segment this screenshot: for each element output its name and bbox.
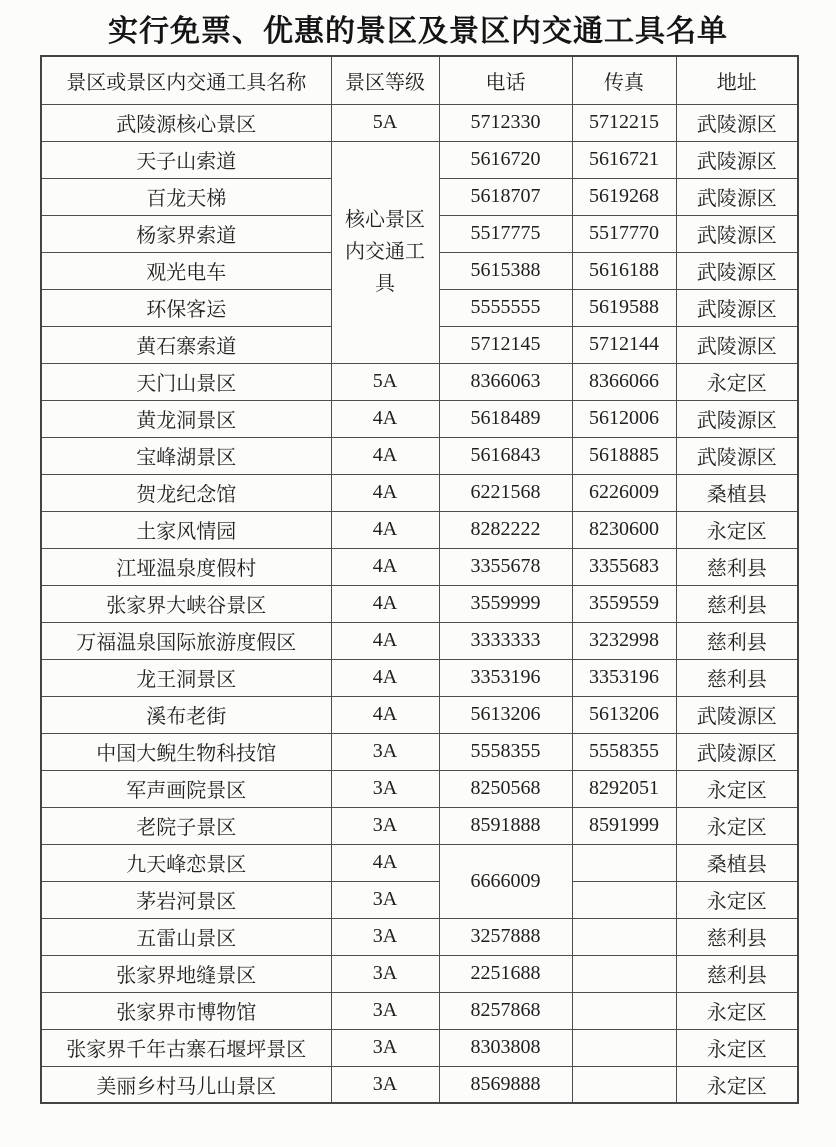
table-cell: 武陵源核心景区	[41, 104, 331, 141]
table-cell: 慈利县	[676, 585, 798, 622]
table-cell: 5619268	[572, 178, 676, 215]
table-cell: 6666009	[439, 844, 572, 918]
table-cell: 桑植县	[676, 844, 798, 881]
table-cell: 4A	[331, 622, 439, 659]
table-cell: 5618707	[439, 178, 572, 215]
scenic-area-table	[40, 55, 799, 1104]
table-cell: 3A	[331, 918, 439, 955]
table-body	[41, 104, 798, 1103]
table-cell: 张家界市博物馆	[41, 992, 331, 1029]
table-cell: 3559559	[572, 585, 676, 622]
table-row	[41, 1029, 798, 1066]
table-cell: 黄石寨索道	[41, 326, 331, 363]
table-cell: 3A	[331, 992, 439, 1029]
table-cell: 慈利县	[676, 918, 798, 955]
table-cell	[572, 881, 676, 918]
table-cell: 3A	[331, 1066, 439, 1103]
table-cell	[572, 955, 676, 992]
table-cell: 5712144	[572, 326, 676, 363]
table-cell: 3A	[331, 955, 439, 992]
column-header-fax: 传真	[572, 56, 676, 104]
table-cell: 永定区	[676, 992, 798, 1029]
table-row	[41, 400, 798, 437]
table-cell: 5712215	[572, 104, 676, 141]
table-cell: 武陵源区	[676, 178, 798, 215]
table-row	[41, 955, 798, 992]
table-cell: 3A	[331, 770, 439, 807]
table-cell: 4A	[331, 511, 439, 548]
table-cell: 宝峰湖景区	[41, 437, 331, 474]
table-cell: 2251688	[439, 955, 572, 992]
table-cell: 慈利县	[676, 659, 798, 696]
table-cell: 杨家界索道	[41, 215, 331, 252]
table-cell: 茅岩河景区	[41, 881, 331, 918]
table-cell: 张家界大峡谷景区	[41, 585, 331, 622]
table-cell: 8591888	[439, 807, 572, 844]
table-cell: 6221568	[439, 474, 572, 511]
table-row	[41, 992, 798, 1029]
table-cell: 8591999	[572, 807, 676, 844]
table-cell: 5618489	[439, 400, 572, 437]
table-cell: 永定区	[676, 770, 798, 807]
table-row	[41, 844, 798, 881]
table-row	[41, 548, 798, 585]
table-cell: 武陵源区	[676, 289, 798, 326]
table-cell: 3355678	[439, 548, 572, 585]
table-cell: 武陵源区	[676, 437, 798, 474]
table-cell: 5712145	[439, 326, 572, 363]
table-cell: 军声画院景区	[41, 770, 331, 807]
table-cell	[572, 918, 676, 955]
table-cell: 8366063	[439, 363, 572, 400]
document-page	[0, 6, 836, 1104]
table-cell: 5619588	[572, 289, 676, 326]
table-cell: 张家界千年古寨石堰坪景区	[41, 1029, 331, 1066]
table-cell: 3333333	[439, 622, 572, 659]
table-cell: 五雷山景区	[41, 918, 331, 955]
column-header-address: 地址	[676, 56, 798, 104]
table-cell: 美丽乡村马儿山景区	[41, 1066, 331, 1103]
table-cell	[572, 992, 676, 1029]
table-cell: 万福温泉国际旅游度假区	[41, 622, 331, 659]
table-cell: 4A	[331, 474, 439, 511]
table-cell: 5A	[331, 104, 439, 141]
column-header-name: 景区或景区内交通工具名称	[41, 56, 331, 104]
table-cell: 5558355	[439, 733, 572, 770]
table-row	[41, 141, 798, 178]
table-cell: 永定区	[676, 511, 798, 548]
table-row	[41, 918, 798, 955]
table-row	[41, 474, 798, 511]
table-cell: 3A	[331, 807, 439, 844]
table-cell: 武陵源区	[676, 400, 798, 437]
table-cell: 5712330	[439, 104, 572, 141]
table-cell: 江垭温泉度假村	[41, 548, 331, 585]
table-cell: 桑植县	[676, 474, 798, 511]
table-cell: 5613206	[572, 696, 676, 733]
table-cell: 老院子景区	[41, 807, 331, 844]
table-cell: 8257868	[439, 992, 572, 1029]
table-cell: 3559999	[439, 585, 572, 622]
table-row	[41, 622, 798, 659]
table-cell: 百龙天梯	[41, 178, 331, 215]
table-cell: 武陵源区	[676, 252, 798, 289]
table-cell: 3355683	[572, 548, 676, 585]
table-cell	[572, 844, 676, 881]
table-cell: 8292051	[572, 770, 676, 807]
table-cell: 4A	[331, 437, 439, 474]
table-cell: 核心景区内交通工具	[331, 141, 439, 363]
table-cell: 武陵源区	[676, 696, 798, 733]
table-header-row	[41, 56, 798, 104]
table-cell: 8569888	[439, 1066, 572, 1103]
table-row	[41, 881, 798, 918]
table-cell	[572, 1066, 676, 1103]
table-cell: 观光电车	[41, 252, 331, 289]
table-cell: 永定区	[676, 1029, 798, 1066]
table-cell: 永定区	[676, 1066, 798, 1103]
table-cell: 溪布老街	[41, 696, 331, 733]
table-cell: 5555555	[439, 289, 572, 326]
table-row	[41, 1066, 798, 1103]
column-header-phone: 电话	[439, 56, 572, 104]
table-cell: 3353196	[572, 659, 676, 696]
table-cell: 武陵源区	[676, 141, 798, 178]
table-cell	[572, 1029, 676, 1066]
table-row	[41, 104, 798, 141]
table-cell: 慈利县	[676, 548, 798, 585]
table-cell: 武陵源区	[676, 215, 798, 252]
table-cell: 黄龙洞景区	[41, 400, 331, 437]
table-row	[41, 659, 798, 696]
page-title: 实行免票、优惠的景区及景区内交通工具名单	[108, 15, 728, 48]
table-cell: 5517775	[439, 215, 572, 252]
table-cell: 4A	[331, 844, 439, 881]
column-header-level: 景区等级	[331, 56, 439, 104]
table-cell: 5616843	[439, 437, 572, 474]
table-cell: 5616188	[572, 252, 676, 289]
table-cell: 5616721	[572, 141, 676, 178]
table-cell: 3257888	[439, 918, 572, 955]
table-row	[41, 770, 798, 807]
table-cell: 8250568	[439, 770, 572, 807]
table-cell: 贺龙纪念馆	[41, 474, 331, 511]
table-row	[41, 696, 798, 733]
table-cell: 永定区	[676, 363, 798, 400]
table-cell: 张家界地缝景区	[41, 955, 331, 992]
table-cell: 天门山景区	[41, 363, 331, 400]
table-cell: 慈利县	[676, 955, 798, 992]
table-cell: 5A	[331, 363, 439, 400]
table-cell: 永定区	[676, 807, 798, 844]
table-cell: 3353196	[439, 659, 572, 696]
table-cell: 8230600	[572, 511, 676, 548]
table-cell: 3A	[331, 733, 439, 770]
table-cell: 4A	[331, 585, 439, 622]
table-cell: 3232998	[572, 622, 676, 659]
table-cell: 天子山索道	[41, 141, 331, 178]
table-cell: 环保客运	[41, 289, 331, 326]
table-cell: 8282222	[439, 511, 572, 548]
table-cell: 5517770	[572, 215, 676, 252]
table-row	[41, 585, 798, 622]
table-cell: 4A	[331, 548, 439, 585]
table-cell: 中国大鲵生物科技馆	[41, 733, 331, 770]
table-row	[41, 807, 798, 844]
table-cell: 慈利县	[676, 622, 798, 659]
table-row	[41, 363, 798, 400]
table-cell: 5615388	[439, 252, 572, 289]
table-cell: 土家风情园	[41, 511, 331, 548]
table-cell: 5558355	[572, 733, 676, 770]
table-cell: 武陵源区	[676, 326, 798, 363]
table-cell: 龙王洞景区	[41, 659, 331, 696]
table-cell: 4A	[331, 400, 439, 437]
table-cell: 3A	[331, 1029, 439, 1066]
table-row	[41, 733, 798, 770]
table-cell: 5612006	[572, 400, 676, 437]
table-cell: 九天峰恋景区	[41, 844, 331, 881]
table-cell: 8303808	[439, 1029, 572, 1066]
table-cell: 武陵源区	[676, 733, 798, 770]
table-cell: 5618885	[572, 437, 676, 474]
table-cell: 4A	[331, 696, 439, 733]
table-row	[41, 437, 798, 474]
table-cell: 8366066	[572, 363, 676, 400]
table-cell: 武陵源区	[676, 104, 798, 141]
table-row	[41, 511, 798, 548]
table-cell: 4A	[331, 659, 439, 696]
table-cell: 5616720	[439, 141, 572, 178]
table-cell: 5613206	[439, 696, 572, 733]
table-cell: 3A	[331, 881, 439, 918]
table-cell: 永定区	[676, 881, 798, 918]
table-cell: 6226009	[572, 474, 676, 511]
